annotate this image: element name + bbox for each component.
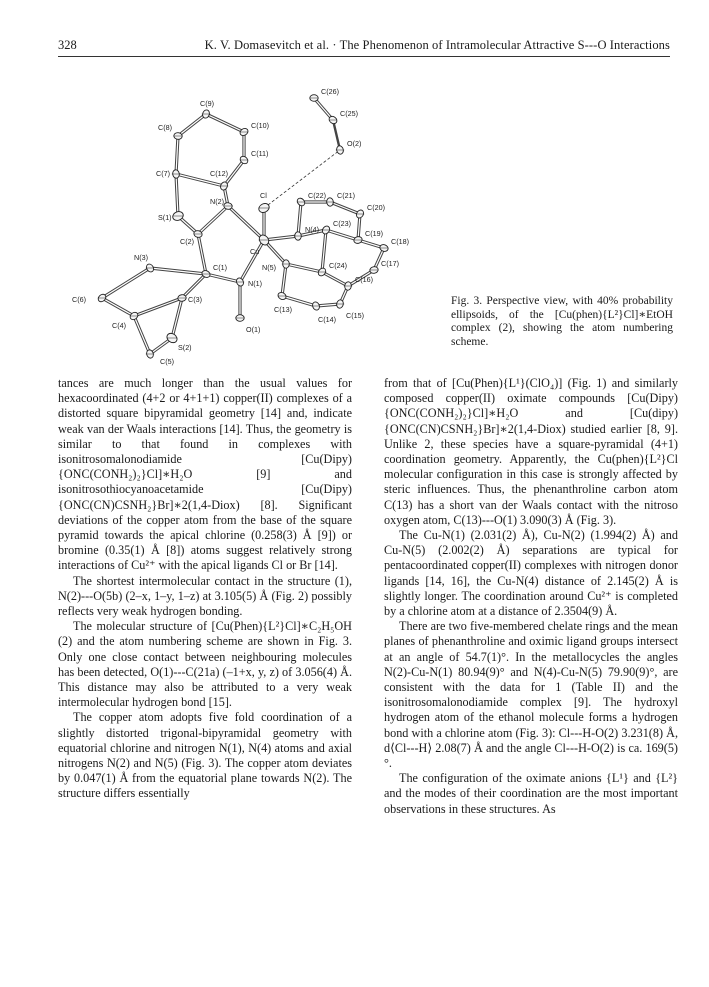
- bond-highlight: [326, 230, 358, 240]
- atom-label: C(13): [274, 305, 292, 314]
- atom-label: C(14): [318, 315, 336, 324]
- bond-highlight: [102, 268, 150, 298]
- atom-label: C(7): [156, 169, 170, 178]
- ortep-drawing: [58, 70, 438, 370]
- atom-label: C(1): [213, 263, 227, 272]
- atom-label: O(2): [347, 139, 362, 148]
- atom-label: S(2): [178, 343, 192, 352]
- bond-highlight: [330, 202, 360, 214]
- page-number: 328: [58, 38, 77, 52]
- atom-label: C(6): [72, 295, 86, 304]
- atom-label: N(5): [262, 263, 276, 272]
- atom-label: C(12): [210, 169, 228, 178]
- atom-label: C(3): [188, 295, 202, 304]
- atom-label: N(1): [248, 279, 262, 288]
- figure-3-molecular-structure: [58, 70, 438, 370]
- paragraph: The shortest intermolecular contact in the structure (1), N(2)---O(5b) (2–x, 1–y, 1–z) at 3.105(5) Å (Fig. 2) possibly reflects very weak hydrogen bonding.: [58, 573, 352, 619]
- atom-label: C(22): [308, 191, 326, 200]
- atom-label: C(9): [200, 99, 214, 108]
- atom-label: C(20): [367, 203, 385, 212]
- atom-label: C(26): [321, 87, 339, 96]
- atom-label: C(18): [391, 237, 409, 246]
- bond-highlight: [134, 298, 182, 316]
- atom-label: Cu: [250, 247, 260, 256]
- bond-highlight: [206, 274, 240, 282]
- paragraph: tances are much longer than the usual values for hexacoordinated (4+2 or 4+1+1) copper(II) complexes of a distorted square bipyramidal geometry [14] and, indicate weak van der Waals interactions [14]. Thus, the geometry is similar to that found in complexes with isonitrosomalonodiamide [Cu(Dipy){ONC(CONH₂)₂}Cl]∗H₂O [9] and isonitrosothiocyanoacetamide [Cu(Dipy){ONC(CN)CSNH₂}Br]∗2(1,4-Diox) [8]. Significant deviations of the copper atom from the base of the square pyramid towards the apical chlorine (0.258(3) Å [9]) or bromine (0.35(1) Å [8]) atoms suggest relatively strong interactions of Cu²⁺ with the apical ligands Cl or Br [14].: [58, 376, 352, 573]
- bond-highlight: [172, 298, 182, 338]
- atom-label: C(5): [160, 357, 174, 366]
- paragraph: The copper atom adopts five fold coordination of a slightly distorted trigonal-bipyramidal geometry with equatorial chlorine and nitrogen N(1), N(4) atoms and axial nitrogens N(2) and N(5) (Fig. 3). The copper atom deviates by 0.047(1) Å from the equatorial plane towards N(2). The structure differs essentially: [58, 710, 352, 801]
- paragraph: There are two five-membered chelate rings and the mean planes of phenanthroline and oximic ligand groups intersect at an angle of 54.7(1)°. In the metallocycles the angles N(2)-Cu-N(1) 80.94(9)° and N(4)-Cu-N(5) 79.90(9)°, are consistent with the data for 1 (Table II) and the isonitrosomalonodiamide complex [9]. The hydroxyl hydrogen atom of the ethanol molecule forms a hydrogen bond with a chlorine atom (Fig. 3): Cl---H-O(2) 3.231(8) Å, d⟨Cl---H⟩ 2.08(7) Å and the angle Cl---H-O(2) is ca. 169(5)°.: [384, 619, 678, 771]
- bond-highlight: [228, 206, 264, 240]
- bond-highlight: [150, 268, 206, 274]
- atom-label: N(4): [305, 225, 319, 234]
- atom-label: C(4): [112, 321, 126, 330]
- paragraph: The configuration of the oximate anions {L¹} and {L²} and the modes of their coordination are the most important observations in these structures. As: [384, 771, 678, 816]
- atom-label: N(3): [134, 253, 148, 262]
- running-title: K. V. Domasevitch et al. · The Phenomenon of Intramolecular Attractive S---O Interactions: [204, 38, 670, 52]
- figure-caption: Fig. 3. Perspective view, with 40% probability ellipsoids, of the [Cu(phen){L²}Cl]∗EtOH complex (2), showing the atom numbering scheme.: [451, 295, 673, 348]
- left-text-column: [58, 376, 352, 802]
- atom-label: O(1): [246, 325, 261, 334]
- atom-label: C(10): [251, 121, 269, 130]
- atom-label: C(24): [329, 261, 347, 270]
- atom-label: C(19): [365, 229, 383, 238]
- paragraph: The molecular structure of [Cu(Phen){L²}Cl]∗C₂H₅OH (2) and the atom numbering scheme are shown in Fig. 3. Only one close contact between neighbouring molecules has been detected, O(1)---C(21a) (–1+x, y, z) of 3.056(4) Å. This distance may also be attributed to a very weak intermolecular hydrogen bond [15].: [58, 619, 352, 710]
- running-header: [58, 36, 670, 57]
- paragraph: The Cu-N(1) (2.031(2) Å), Cu-N(2) (1.994(2) Å) and Cu-N(5) (2.002(2) Å) separations are typical for pentacoordinated copper(II) complexes with nitrogen donor ligands [14, 16], the Cu-N(4) distance of 2.145(2) Å is slightly longer. The coordination around Cu²⁺ is completed by a chlorine atom at a distance of 2.3504(9) Å.: [384, 528, 678, 619]
- atom-label: N(2): [210, 197, 224, 206]
- atom-label: C(23): [333, 219, 351, 228]
- atom-label: C(15): [346, 311, 364, 320]
- bond-highlight: [134, 316, 150, 354]
- atom-label: C(2): [180, 237, 194, 246]
- paragraph: from that of [Cu(Phen){L¹}(ClO₄)] (Fig. 1) and similarly composed copper(II) oximate compounds [Cu(Dipy){ONC(CONH₂)₂}Cl]∗H₂O and [Cu(dipy){ONC(CN)CSNH₂}Br]∗2(1,4-Diox) studied earlier [8, 9]. Unlike 2, these species have a square-pyramidal (4+1) coordination geometry. Apparently, the Cu(phen){L²}Cl molecular configuration in this case is strongly affected by steric influences. Thus, the phenanthroline carbon atom C(13) has a short van der Waals contact with the nitroso oxygen atom, C(13)---O(1) 3.090(3) Å (Fig. 3).: [384, 376, 678, 527]
- atom-label: C(16): [355, 275, 373, 284]
- bond-highlight: [322, 272, 348, 286]
- atom-label: Cl: [260, 191, 267, 200]
- atom-label: C(25): [340, 109, 358, 118]
- bond-highlight: [286, 264, 322, 272]
- atom-label: C(21): [337, 191, 355, 200]
- bond-highlight: [206, 114, 244, 132]
- atom-label: C(8): [158, 123, 172, 132]
- atom-label: C(11): [251, 149, 269, 158]
- bond-highlight: [102, 298, 134, 316]
- bond-highlight: [198, 234, 206, 274]
- bond-highlight: [198, 206, 228, 234]
- atom-label: C(17): [381, 259, 399, 268]
- atom-label: S(1): [158, 213, 172, 222]
- bond-highlight: [178, 114, 206, 136]
- right-text-column: [384, 376, 678, 817]
